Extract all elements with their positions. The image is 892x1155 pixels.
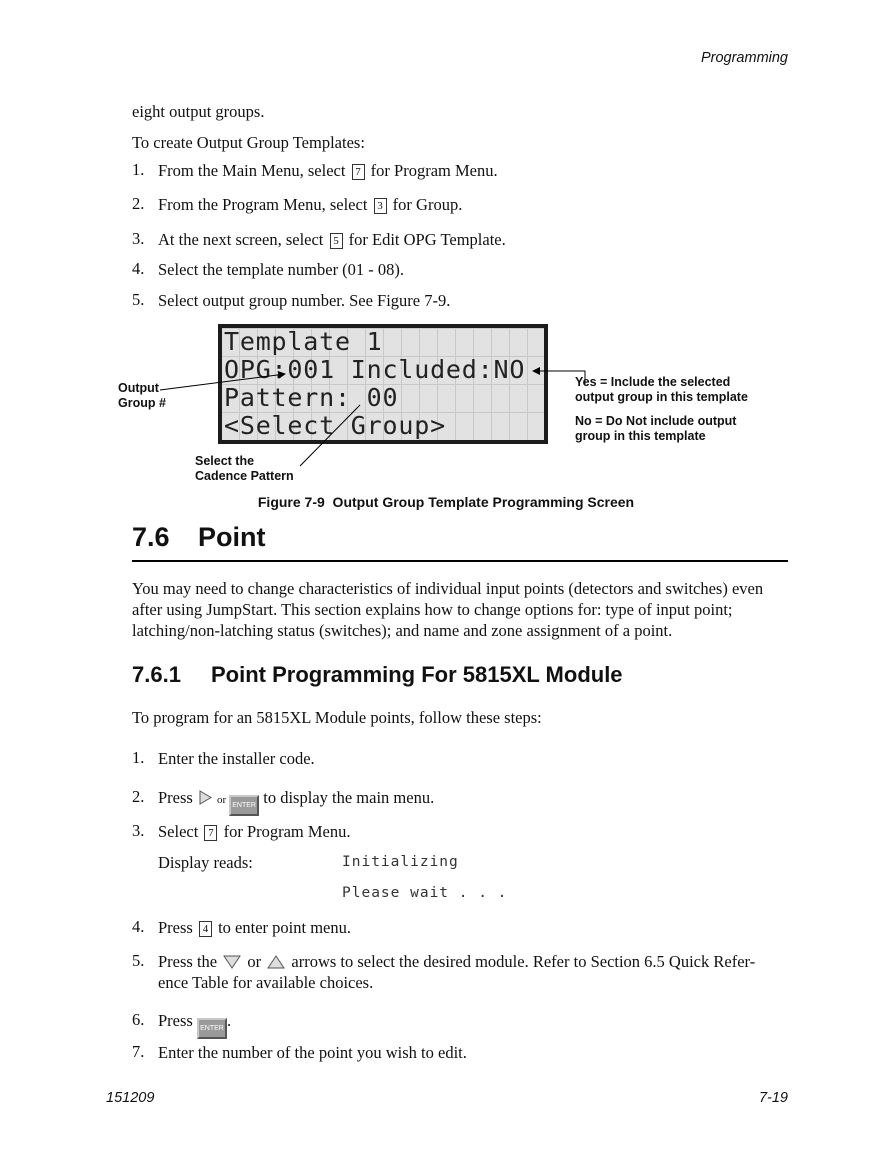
lcd-line: OPG:001 Included:NO bbox=[224, 355, 526, 384]
step-number: 7. bbox=[132, 1042, 145, 1061]
display-line: Please wait . . . bbox=[342, 885, 508, 901]
step-number: 6. bbox=[132, 1010, 145, 1029]
step-text: Select the template number (01 - 08). bbox=[158, 260, 405, 279]
step-number: 2. bbox=[132, 787, 145, 806]
subsection-intro: To program for an 5815XL Module points, follow these steps: bbox=[132, 708, 542, 727]
step-text: From the Program Menu, select 3 for Group. bbox=[158, 195, 463, 214]
section-title: Point bbox=[198, 522, 266, 552]
step-text: Press or ENTER to display the main menu. bbox=[158, 787, 788, 816]
right-arrow-key-icon bbox=[199, 790, 212, 805]
step-text: At the next screen, select 5 for Edit OPG Template. bbox=[158, 230, 506, 249]
step-number: 1. bbox=[132, 160, 145, 179]
page-header: Programming bbox=[700, 50, 788, 66]
section-number: 7.6 bbox=[132, 522, 170, 552]
step-text: Enter the installer code. bbox=[158, 749, 315, 768]
step-number: 4. bbox=[132, 259, 145, 278]
step-number: 2. bbox=[132, 194, 145, 213]
step-text: Press 4 to enter point menu. bbox=[158, 918, 351, 937]
step-text: Press ENTER . bbox=[158, 1010, 788, 1039]
section-rule bbox=[132, 560, 788, 562]
step-number: 5. bbox=[132, 951, 145, 970]
step-number: 1. bbox=[132, 748, 145, 767]
up-arrow-key-icon bbox=[267, 955, 285, 969]
intro-line: eight output groups. bbox=[132, 102, 265, 121]
step-text: Select 7 for Program Menu. bbox=[158, 822, 351, 841]
enter-key-icon: ENTER bbox=[229, 795, 259, 816]
figure-caption: Figure 7-9 Output Group Template Programming Screen bbox=[257, 494, 635, 510]
down-arrow-key-icon bbox=[223, 955, 241, 969]
step-text: Enter the number of the point you wish to edit. bbox=[158, 1043, 467, 1062]
step-number: 5. bbox=[132, 290, 145, 309]
subsection-title: Point Programming For 5815XL Module bbox=[211, 662, 623, 687]
output-group-arrow bbox=[160, 374, 285, 390]
step-number: 3. bbox=[132, 229, 145, 248]
step-number: 4. bbox=[132, 917, 145, 936]
intro-instruction: To create Output Group Templates: bbox=[132, 133, 365, 152]
callout-no: No = Do Not include output group in this template bbox=[575, 414, 737, 443]
section-body: You may need to change characteristics of individual input points (detectors and switches) even after using JumpStart. This section explains how to change options for: type of input point; latching/non-latching status (switches); and name and zone assignment of a point. bbox=[132, 579, 764, 640]
keypad-key: 7 bbox=[204, 825, 217, 841]
display-line: Initializing bbox=[342, 854, 459, 870]
keypad-key: 4 bbox=[199, 921, 212, 937]
lcd-line: <Select Group> bbox=[224, 411, 446, 440]
callout-yes: Yes = Include the selected output group in this template bbox=[575, 375, 748, 404]
callout-output-group: Output Group # bbox=[118, 381, 166, 410]
lcd-line: Pattern: 00 bbox=[224, 383, 399, 412]
lcd-line: Template 1 bbox=[224, 327, 383, 356]
step-text: Press the or arrows to select the desired module. Refer to Section 6.5 Quick Refer- ence Table for available choices. bbox=[158, 952, 756, 992]
cadence-arrow bbox=[300, 405, 360, 466]
step-text: Select output group number. See Figure 7-9. bbox=[158, 291, 451, 310]
keypad-key: 5 bbox=[330, 233, 343, 249]
keypad-key: 3 bbox=[374, 198, 387, 214]
step-number: 3. bbox=[132, 821, 145, 840]
enter-key-icon: ENTER bbox=[197, 1018, 227, 1039]
display-label: Display reads: bbox=[158, 853, 253, 872]
step-text: From the Main Menu, select 7 for Program Menu. bbox=[158, 161, 498, 180]
footer-doc-number: 151209 bbox=[106, 1090, 155, 1106]
keypad-key: 7 bbox=[352, 164, 365, 180]
footer-page-number: 7-19 bbox=[758, 1090, 788, 1106]
callout-cadence: Select the Cadence Pattern bbox=[195, 454, 294, 483]
subsection-number: 7.6.1 bbox=[132, 662, 181, 687]
